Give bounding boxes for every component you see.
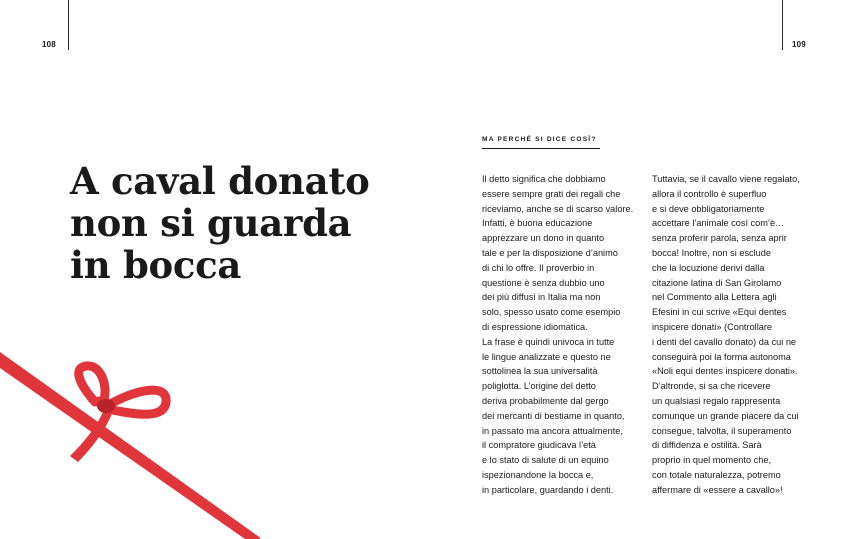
body-line: e si deve obbligatoriamente (652, 203, 765, 214)
ribbon-left-loop (79, 366, 105, 402)
body-line: allora il controllo è superfluo (652, 188, 767, 199)
body-line: Tuttavia, se il cavallo viene regalato, (652, 174, 800, 184)
body-line: inspicere donati» (Controllare (652, 321, 773, 332)
body-line: solo, spesso usato come esempio (482, 307, 621, 318)
body-line: ispezionandone la bocca e, (482, 469, 594, 480)
ribbon-band (0, 352, 260, 539)
body-line: Efesini in cui scrive «Equi dentes (652, 307, 787, 318)
title-line: non si guarda (70, 201, 352, 245)
body-column-right (652, 172, 800, 498)
body-line: il compratore giudicava l’età (482, 440, 596, 451)
body-line: le lingue analizzate e questo ne (482, 351, 611, 362)
body-line: consegue, talvolta, il superamento (652, 425, 792, 436)
title-line: in bocca (70, 243, 242, 287)
title-line: A caval donato (70, 159, 370, 203)
body-line: bocca! Inoltre, non si esclude (652, 247, 771, 258)
left-page-number: 108 (42, 40, 56, 49)
body-line: La frase è quindi univoca in tutte (482, 336, 615, 347)
body-line: di espressione idiomatica. (482, 321, 588, 332)
body-line: in passato ma ancora attualmente, (482, 425, 623, 436)
body-column-left (482, 172, 633, 498)
body-line: deriva probabilmente dal gergo (482, 395, 609, 406)
body-line: affermare di «essere a cavallo»! (652, 484, 783, 495)
right-page-number: 109 (792, 40, 806, 49)
body-line: in particolare, guardando i denti. (482, 484, 614, 495)
body-line: Infatti, è buona educazione (482, 218, 593, 229)
body-line: nel Commento alla Lettera agli (652, 292, 777, 303)
article-title (70, 160, 370, 286)
body-line: di chi lo offre. Il proverbio in (482, 262, 595, 273)
body-line: un qualsiasi regalo rappresenta (652, 395, 781, 406)
body-line: poliglotta. L’origine del detto (482, 381, 596, 392)
body-line: questione è senza dubbio uno (482, 277, 605, 288)
body-line: dei più diffusi in Italia ma non (482, 292, 601, 303)
body-line: e lo stato di salute di un equino (482, 455, 609, 466)
body-line: D’altronde, si sa che ricevere (652, 381, 771, 392)
body-line: Il detto significa che dobbiamo (482, 174, 606, 184)
section-kicker: MA PERCHÉ SI DICE COSÌ? (482, 136, 600, 149)
body-line: dei mercanti di bestiame in quanto, (482, 410, 625, 421)
body-line: con totale naturalezza, potremo (652, 469, 781, 480)
body-line: citazione latina di San Girolamo (652, 277, 782, 288)
body-line: accettare l’animale così com’è… (652, 218, 785, 229)
body-line: tale e per la disposizione d’animo (482, 247, 618, 258)
body-line: conseguirà poi la forma autonoma (652, 351, 791, 362)
body-line: riceviamo, anche se di scarso valore. (482, 203, 634, 214)
body-line: proprio in quel momento che, (652, 455, 771, 466)
left-page-rule (68, 0, 69, 50)
body-line: che la locuzione derivi dalla (652, 262, 765, 273)
body-line: sottolinea la sua universalità (482, 366, 598, 377)
body-line: apprezzare un dono in quanto (482, 233, 605, 244)
body-line: di diffidenza e ostilità. Sarà (652, 440, 762, 451)
ribbon-knot (97, 399, 115, 413)
body-line: i denti del cavallo donato) da cui ne (652, 336, 797, 347)
body-line: «Noli equi dentes inspicere donati». (652, 366, 798, 377)
body-line: senza proferir parola, senza aprir (652, 233, 787, 244)
body-line: essere sempre grati dei regali che (482, 188, 621, 199)
ribbon-right-loop (110, 390, 166, 414)
ribbon-bow-icon (0, 340, 260, 539)
right-page-rule (782, 0, 783, 50)
body-line: comunque un grande piacere da cui (652, 410, 799, 421)
